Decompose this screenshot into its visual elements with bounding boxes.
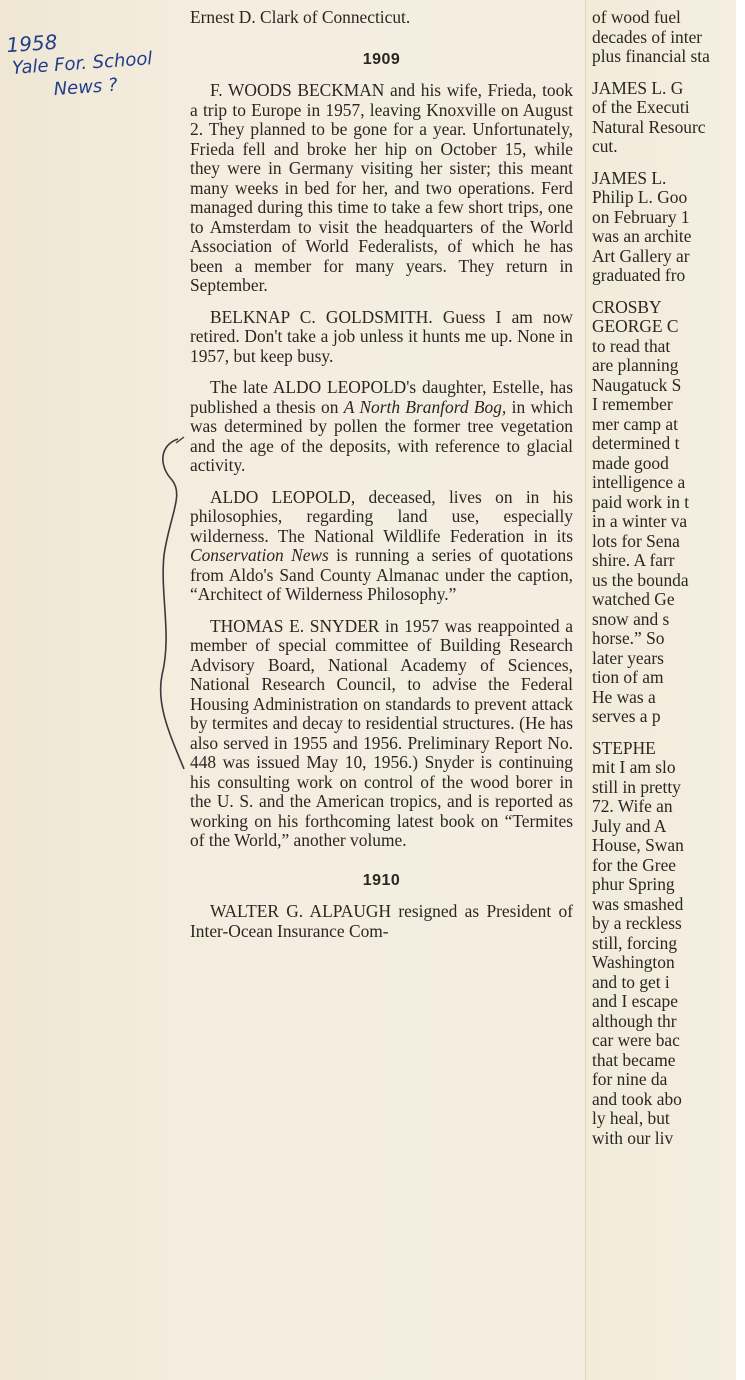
right-line: Natural Resourc [592, 116, 706, 137]
right-line: Art Gallery ar [592, 245, 690, 266]
right-line: House, Swan [592, 835, 684, 855]
main-text-column [190, 0, 573, 953]
right-line: decades of inter [592, 26, 703, 47]
right-line: was smashed [592, 893, 684, 914]
right-line: watched Ge [592, 589, 675, 609]
right-line: ly heal, but [592, 1108, 670, 1128]
entry-estelle-leopold [190, 378, 573, 476]
right-line: tion of am [592, 667, 664, 687]
right-line: I remember [592, 394, 673, 414]
right-line: of the Executi [592, 97, 690, 117]
entry-estelle-text-2: in which was determined by pollen the former tree vegetation and the age of the deposits, with reference to glacial activity. [190, 396, 573, 475]
handwritten-note [6, 23, 161, 105]
right-line: shire. A farr [592, 550, 675, 570]
right-line: for nine da [592, 1069, 668, 1089]
right-line: paid work in t [592, 491, 690, 512]
entry-goldsmith: BELKNAP C. GOLDSMITH. Guess I am now retired. Don't take a job unless it hunts me up. None in 1957, but keep busy. [190, 306, 573, 366]
right-line: JAMES L. [592, 167, 667, 188]
right-line: phur Spring [592, 874, 675, 894]
class-year-heading-1909: 1909 [362, 50, 401, 68]
class-year-heading-1910: 1910 [362, 871, 401, 889]
entry-snyder: THOMAS E. SNYDER in 1957 was reappointed a member of special committee of Building Research Advisory Board, National Academy of Sciences, National Research Council, to advise the Federal Housing Administration on standards to prevent attack by termites and decay to residential structures. (He has also served in 1955 and 1956. Preliminary Report No. 448 was issued May 10, 1956.) Snyder is continuing his consulting work on control of the wood borer in the U. S. and the American tropics, and is reported as working on his forthcoming latest book on “Termites of the World,” another volume. [190, 615, 573, 850]
right-line: He was a [592, 686, 656, 707]
right-line: still, forcing [592, 932, 678, 953]
right-line: STEPHE [592, 737, 656, 758]
entry-leopold-text-2: is running a series of quotations from Aldo's Sand County Almanac under the caption, “Architect of Wilderness Philosophy.” [190, 545, 573, 604]
entry-leopold-text-1: ALDO LEOPOLD, deceased, lives on in his philosophies, regarding land use, especially wilderness. The National Wildlife Federation in its [190, 486, 573, 546]
handwritten-year: 1958 [5, 29, 59, 58]
handwritten-source: Yale For. School [11, 48, 154, 79]
entry-estelle-title: A North Branford Bog, [343, 396, 507, 417]
right-line: 72. Wife an [592, 796, 673, 816]
right-line: and took abo [592, 1088, 682, 1109]
right-line: was an archite [592, 226, 692, 246]
right-line: Naugatuck S [592, 374, 682, 395]
right-line: by a reckless [592, 913, 682, 933]
right-line: on February 1 [592, 206, 690, 227]
right-line: still in pretty [592, 776, 681, 797]
right-line: plus financial sta [592, 46, 710, 66]
right-line: in a winter va [592, 511, 688, 531]
right-line: for the Gree [592, 854, 677, 875]
right-line: mit I am slo [592, 757, 676, 777]
right-line: mer camp at [592, 413, 678, 434]
right-line: that became [592, 1049, 676, 1070]
right-line: lots for Sena [592, 530, 680, 551]
entry-aldo-leopold [190, 488, 573, 605]
right-line: later years [592, 647, 664, 668]
right-line: Washington [592, 952, 675, 972]
right-line: car were bac [592, 1030, 680, 1050]
right-line: and to get i [592, 971, 670, 992]
right-line: made good [592, 452, 669, 473]
right-line: are planning [592, 355, 679, 375]
right-line: although thr [592, 1010, 677, 1031]
entry-beckman: F. WOODS BECKMAN and his wife, Frieda, took a trip to Europe in 1957, leaving Knoxville on August 2. They planned to be gone for a year. Unfortunately, Frieda fell and broke her hip on October 15, while they were in Germany visiting her sister; this meant many weeks in bed for her, and two operations. Ferd managed during this time to take a few short trips, one to Amsterdam to visit the headquarters of the World Association of World Federalists, of which he has been a member for many years. They return in September. [190, 80, 573, 295]
right-line: us the bounda [592, 569, 689, 590]
right-line: Philip L. Goo [592, 187, 688, 207]
continued-text-line: Ernest D. Clark of Connecticut. [190, 7, 411, 27]
right-line: horse.” So [592, 628, 665, 648]
entry-estelle-text-1: The late ALDO LEOPOLD's daughter, Estelle, has published a thesis on [190, 377, 573, 417]
right-line: of wood fuel [592, 7, 681, 27]
right-line: JAMES L. G [592, 77, 684, 98]
right-line: July and A [592, 815, 667, 836]
entry-leopold-title: Conservation News [190, 545, 329, 565]
right-line: to read that [592, 335, 671, 356]
right-line: snow and s [592, 608, 670, 629]
entry-alpaugh: WALTER G. ALPAUGH resigned as President of Inter-Ocean Insurance Com- [190, 901, 573, 941]
right-line: GEORGE C [592, 316, 679, 336]
right-line: determined t [592, 433, 680, 453]
handwritten-bracket-mark [150, 435, 190, 775]
right-line: CROSBY [592, 296, 662, 317]
right-line: graduated fro [592, 265, 686, 285]
right-line: serves a p [592, 706, 661, 726]
right-line: cut. [592, 136, 618, 156]
right-line: intelligence a [592, 472, 686, 492]
handwritten-query: News ? [52, 74, 119, 101]
right-line: with our liv [592, 1127, 674, 1148]
right-line: and I escape [592, 991, 678, 1011]
right-text-column-cut [592, 0, 745, 1148]
